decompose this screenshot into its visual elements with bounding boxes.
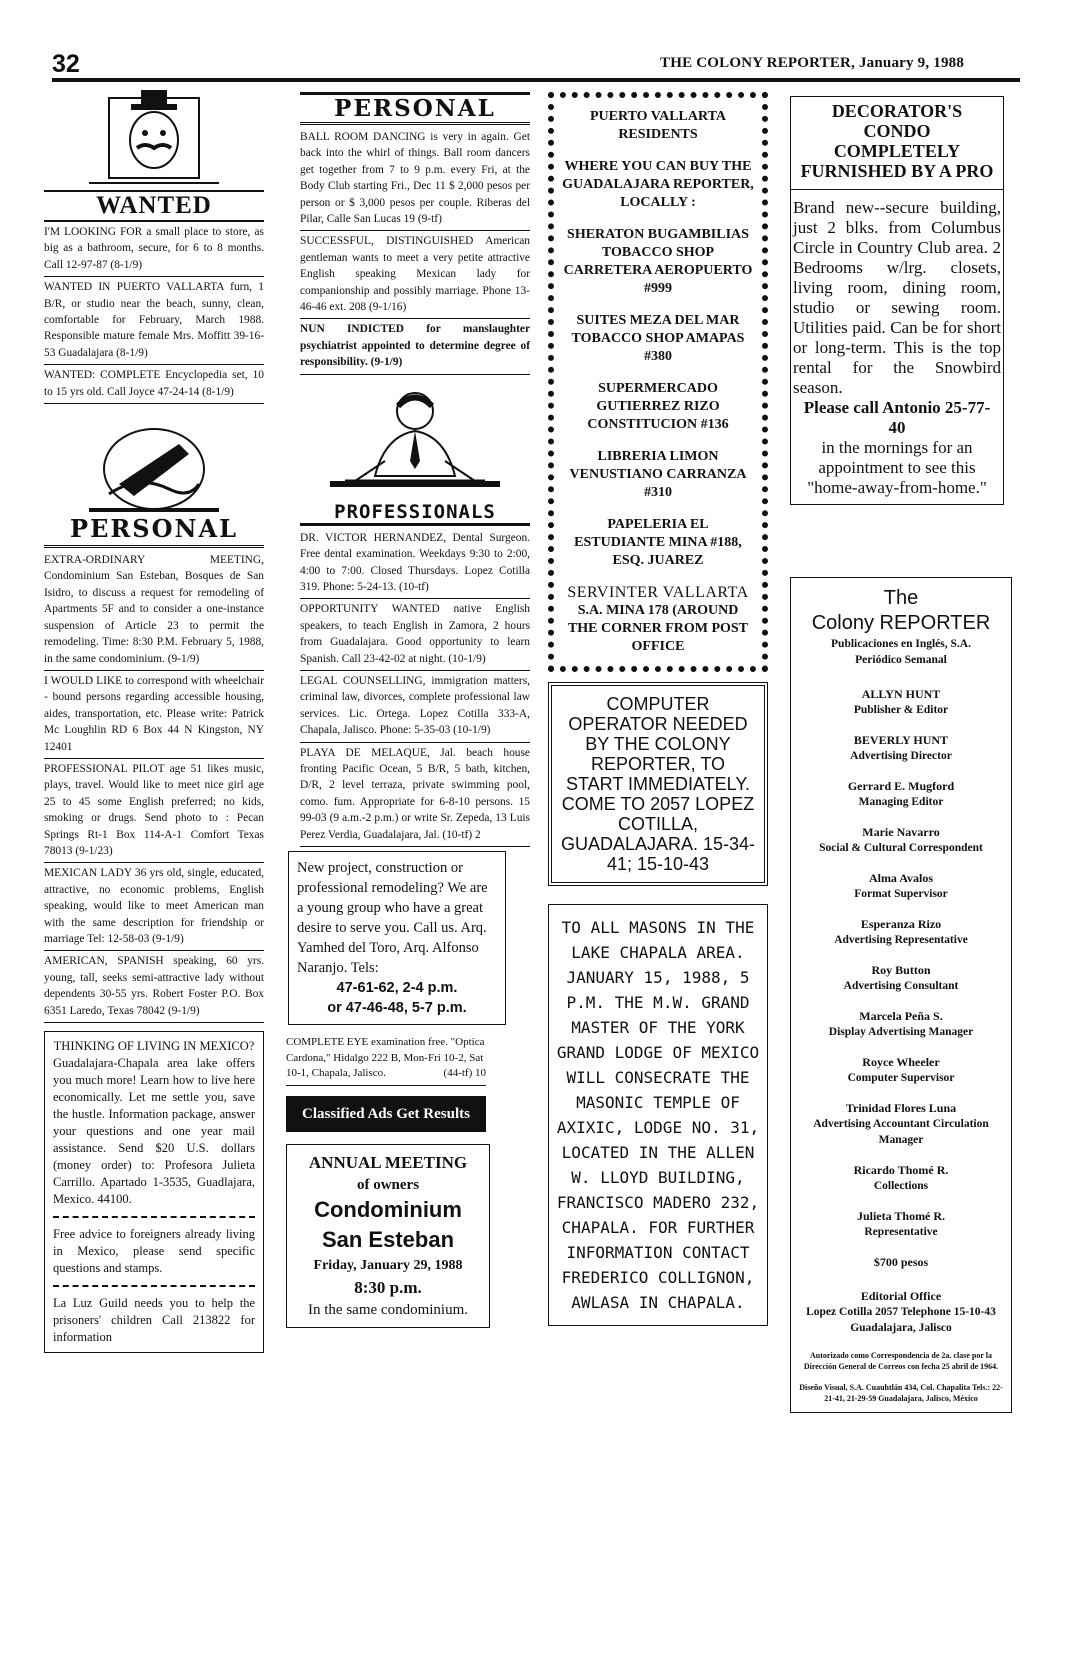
eye-ad-text: COMPLETE EYE examination free. "Optica Cardona," Hidalgo 222 B, Mon-Fri 10-2, Sat 10-1, Chapala, Jalisco. — [286, 1036, 485, 1079]
staff-name: Gerrard E. Mugford — [847, 779, 955, 793]
staff-name: Alma Avalos — [868, 871, 934, 885]
staff-name: Trinidad Flores Luna — [845, 1101, 957, 1115]
location-entry: SHERATON BUGAMBILIAS TOBACCO SHOP CARRETERA AEROPUERTO #999 — [563, 227, 753, 296]
classified-ad: MEXICAN LADY 36 yrs old, single, educated, attractive, no economic problems, English speaking, would like to meet American man with the same description for friendship or marriage Tel: 12-58-03 (9-1/9) — [44, 863, 264, 951]
classified-ad: WANTED: COMPLETE Encyclopedia set, 10 to 15 yrs old. Call Joyce 47-24-14 (8-1/9) — [44, 365, 264, 404]
staff-name: Marcela Peña S. — [859, 1009, 943, 1023]
classified-ad: SUCCESSFUL, DISTINGUISHED American gentleman wants to meet a very petite attractive English speaking Mexican lady for companionship and possibly marriage. Phone 13-46-46 ext. 208 (9-1/16) — [300, 231, 530, 319]
living-in-mexico-box — [44, 1031, 264, 1353]
condo-title: DECORATOR'S CONDO COMPLETELY FURNISHED BY A PRO — [800, 101, 994, 181]
personal-heading: PERSONAL — [334, 95, 496, 122]
staff-name: Esperanza Rizo — [860, 917, 942, 931]
column-1 — [44, 88, 264, 1353]
meeting-title: ANNUAL MEETING — [308, 1152, 468, 1172]
staff-name: Marie Navarro — [862, 825, 940, 839]
staff-role: Display Advertising Manager — [828, 1026, 974, 1038]
eye-exam-ad — [286, 1033, 486, 1086]
divider — [44, 545, 264, 548]
classified-ad: I'M LOOKING FOR a small place to store, as big as a bathroom, secure, for 6 to 8 months. Call 12-97-87 (8-1/9) — [44, 222, 264, 277]
meeting-time: 8:30 p.m. — [354, 1277, 422, 1297]
servinter-name: SERVINTER VALLARTA — [567, 584, 749, 601]
masons-notice: TO ALL MASONS IN THE LAKE CHAPALA AREA. JANUARY 15, 1988, 5 P.M. THE M.W. GRAND MASTER OF THE YORK GRAND LODGE OF MEXICO WILL CONSECRATE THE MASONIC TEMPLE OF AXIXIC, LODGE NO. 31, LOCATED IN THE ALLEN W. LLOYD BUILDING, FRANCISCO MADERO 232, CHAPALA. FOR FURTHER INFORMATION CONTACT FREDERICO COLLIGNON, AWLASA IN CHAPALA. — [548, 904, 768, 1326]
staff-name: Royce Wheeler — [862, 1055, 940, 1069]
design-note: Diseño Visual, S.A. Cuauhtlán 434, Col. Chapalita Tels.: 22-21-41, 21-29-59 Guadalajara, Jalisco, México — [799, 1383, 1003, 1403]
price: $700 pesos — [873, 1255, 929, 1269]
classified-ad: PLAYA DE MELAQUE, Jal. beach house fronting Pacific Ocean, 5 B/R, 5 bath, kitchen, D/R, 2 level terraza, private swimming pool, como. fum. Appropriate for 6-8-10 persons. 15 99-03 (9 a.m.-2 p.m.) or write Sr. Zepeda, 13 Luis Perez Verdia, Guadalajara, Jal. (10-tf) 2 — [300, 743, 530, 847]
divider — [53, 1216, 255, 1218]
classified-ad: AMERICAN, SPANISH speaking, 60 yrs. young, tall, seeks semi-attractive lady without dependents 30-55 yrs. Robert Foster P.O. Box 6351 Laredo, Texas 78042 (9-1/9) — [44, 951, 264, 1023]
staff-weekly: Periódico Semanal — [855, 654, 947, 666]
divider — [791, 189, 1003, 190]
meeting-name-1: Condominium — [314, 1196, 462, 1222]
remodel-tel-2: or 47-46-48, 5-7 p.m. — [327, 1000, 467, 1016]
location-entry: PUERTO VALLARTA RESIDENTS — [589, 109, 727, 142]
staff-role: Advertising Consultant — [843, 980, 959, 992]
staff-role: Advertising Accountant Circulation Manager — [813, 1118, 989, 1146]
professionals-heading: PROFESSIONALS — [334, 500, 496, 523]
classified-ad: PROFESSIONAL PILOT age 51 likes music, plays, travel. Would like to meet nice girl age 25 to 45 some English preferred; no kids, smoking or drugs. Send photo to : Pecan Springs Rt-1 Box 114-A-1 Comfort Texas 78013 (9-1/23) — [44, 759, 264, 863]
vallarta-locations-box — [548, 92, 768, 672]
staff-name: Ricardo Thomé R. — [853, 1163, 949, 1177]
meeting-date: Friday, January 29, 1988 — [313, 1257, 463, 1273]
condo-call: Please call Antonio 25-77-40 — [803, 398, 991, 437]
meeting-place: In the same condominium. — [308, 1301, 468, 1318]
classified-ad: DR. VICTOR HERNANDEZ, Dental Surgeon. Free dental examination. Weekdays 9:30 to 2:00, 4:00 to 7:00. Closed Thursdays. Lopez Cotilla 319. Phone: 5-24-13. (10-tf) — [300, 528, 530, 600]
classified-ad: EXTRA-ORDINARY MEETING, Condominium San Esteban, Bosques de San Isidro, to discuss a request for remodeling of Apartments 5F and to consider a one-instance suspension of Article 23 to permit the remodeling. Time: 8:30 P.M. February 5, 1988, in the same condominium. (9-1/9) — [44, 550, 264, 671]
staff-name: ALLYN HUNT — [861, 687, 941, 701]
staff-name: BEVERLY HUNT — [853, 733, 949, 747]
staff-role: Collections — [873, 1180, 929, 1192]
meeting-sub: of owners — [356, 1176, 420, 1193]
decorator-condo-ad — [790, 96, 1004, 505]
annual-meeting-box — [286, 1144, 490, 1328]
staff-title-2: Colony REPORTER — [811, 612, 991, 634]
staff-name: Julieta Thomé R. — [856, 1209, 946, 1223]
staff-title-1: The — [883, 587, 919, 609]
staff-role: Publisher & Editor — [853, 704, 949, 716]
remodeling-box — [288, 851, 506, 1025]
location-entry: SUPERMERCADO GUTIERREZ RIZO CONSTITUCION #136 — [587, 381, 729, 432]
location-entry: WHERE YOU CAN BUY THE GUADALAJARA REPORTER, LOCALLY : — [562, 159, 754, 210]
authorized-note: Autorizado como Correspondencia de 2a. clase por la Dirección General de Correos con fecha 25 abril de 1964. — [803, 1351, 999, 1371]
staff-list — [795, 686, 1007, 1240]
divider — [53, 1285, 255, 1287]
staff-role: Format Supervisor — [854, 888, 948, 900]
location-entry: PAPELERIA EL ESTUDIANTE MINA #188, ESQ. JUAREZ — [574, 517, 742, 568]
staff-role: Social & Cultural Correspondent — [819, 842, 983, 854]
professional-man-icon — [315, 381, 515, 501]
staff-publisher: Publicaciones en Inglés, S.A. — [831, 638, 971, 650]
column-3 — [548, 88, 768, 1326]
column-2 — [286, 88, 530, 1328]
divider — [300, 523, 530, 526]
staff-box — [790, 577, 1012, 1413]
column-4 — [790, 88, 1020, 1413]
box-body-3: La Luz Guild needs you to help the prisoners' children Call 213822 for information — [53, 1296, 255, 1345]
staff-role: Managing Editor — [858, 796, 944, 808]
condo-tail: in the mornings for an appointment to see this "home-away-from-home." — [807, 438, 987, 497]
location-entry: SUITES MEZA DEL MAR TOBACCO SHOP AMAPAS #380 — [571, 313, 745, 364]
meeting-name-2: San Esteban — [321, 1226, 455, 1252]
classified-banner: Classified Ads Get Results — [286, 1096, 486, 1132]
box-title: THINKING OF LIVING IN MEXICO? — [53, 1039, 255, 1054]
box-body-2: Free advice to foreigners already living in Mexico, please send specific questions and stamps. — [53, 1227, 255, 1276]
writing-hand-icon — [79, 414, 229, 514]
eye-ad-code: (44-tf) 10 — [443, 1067, 486, 1079]
office-address: Lopez Cotilla 2057 Telephone 15-10-43 Guadalajara, Jalisco — [806, 1306, 996, 1334]
remodel-tel-1: 47-61-62, 2-4 p.m. — [336, 980, 458, 996]
staff-role: Advertising Representative — [834, 934, 968, 946]
servinter-address: S.A. MINA 178 (AROUND THE CORNER FROM POST OFFICE — [567, 603, 749, 654]
wanted-illustration-icon — [79, 88, 229, 188]
classified-ad: OPPORTUNITY WANTED native English speakers, to teach English in Zamora, 2 hours from Guadalajara. Good opportunity to learn Spanish. Call 23-42-02 at night. (10-1/9) — [300, 599, 530, 671]
staff-role: Computer Supervisor — [847, 1072, 955, 1084]
staff-name: Roy Button — [871, 963, 931, 977]
remodel-body: New project, construction or professional remodeling? We are a young group who have a great desire to serve you. Call us. Arq. Yamhed del Toro, Arq. Alfonso Naranjo. Tels: — [297, 860, 488, 976]
location-entry: LIBRERIA LIMON VENUSTIANO CARRANZA #310 — [569, 449, 747, 500]
personal-heading: PERSONAL — [70, 514, 238, 544]
classified-ad: LEGAL COUNSELLING, immigration matters, criminal law, divorces, complete professional law services. Lic. Ortega. Lopez Cotilla 333-A, Chapala, Jalisco. Phone: 5-35-03 (10-1/9) — [300, 671, 530, 743]
page-number: 32 — [52, 50, 80, 78]
masthead: THE COLONY REPORTER, January 9, 1988 — [660, 55, 965, 71]
divider — [300, 122, 530, 125]
classified-ad: I WOULD LIKE to correspond with wheelchair - bound persons regarding accessible housing, aides, transportation, etc. Please write: Patrick Mc Loughlin RD 6 Box 44 N Kingston, NY 12401 — [44, 671, 264, 759]
staff-role: Advertising Director — [850, 750, 952, 762]
classified-ad: BALL ROOM DANCING is very in again. Get back into the whirl of things. Ball room dancers get together from 7 to 9 p.m. every Fri, at the Body Club starting Fri., Dec 11 $ 2,000 pesos per person or $ 3,000 pesos per couple. Riberas del Pilar, Calle San Lucas 19 (9-tf) — [300, 127, 530, 231]
staff-role: Representative — [864, 1226, 938, 1238]
wanted-heading: WANTED — [44, 190, 264, 222]
condo-body: Brand new--secure building, just 2 blks. from Columbus Circle in Country Club area. 2 Bedrooms w/lrg. closets, living room, dining room, studio or sewing room. Utilities paid. Can be for short or long-term. This is the top rental for the Snowbird season. — [793, 198, 1001, 397]
computer-operator-ad: COMPUTER OPERATOR NEEDED BY THE COLONY REPORTER, TO START IMMEDIATELY. COME TO 2057 LOPEZ COTILLA, GUADALAJARA. 15-34-41; 15-10-43 — [548, 682, 768, 886]
classified-ad: WANTED IN PUERTO VALLARTA furn, 1 B/R, or studio near the beach, sunny, clean, comfortable for February, March 1988. Responsible mature female Mrs. Moffitt 39-16-53 Guadalajara (8-1/9) — [44, 277, 264, 365]
office-title: Editorial Office — [860, 1289, 942, 1303]
top-rule — [52, 78, 1020, 82]
classified-ad: NUN INDICTED for manslaughter psychiatrist appointed to determine degree of responsibility. (9-1/9) — [300, 319, 530, 374]
box-body: Guadalajara-Chapala area lake offers you much more! Learn how to live here economically. Let me settle you, save the hustle. Information package, answer your questions and one year mail assistance. Send $20 U.S. dollars (money order) to: Profesora Julieta Carrillo. Apartado 1-3535, Guadlajara, Mexico. 44100. — [53, 1056, 255, 1207]
